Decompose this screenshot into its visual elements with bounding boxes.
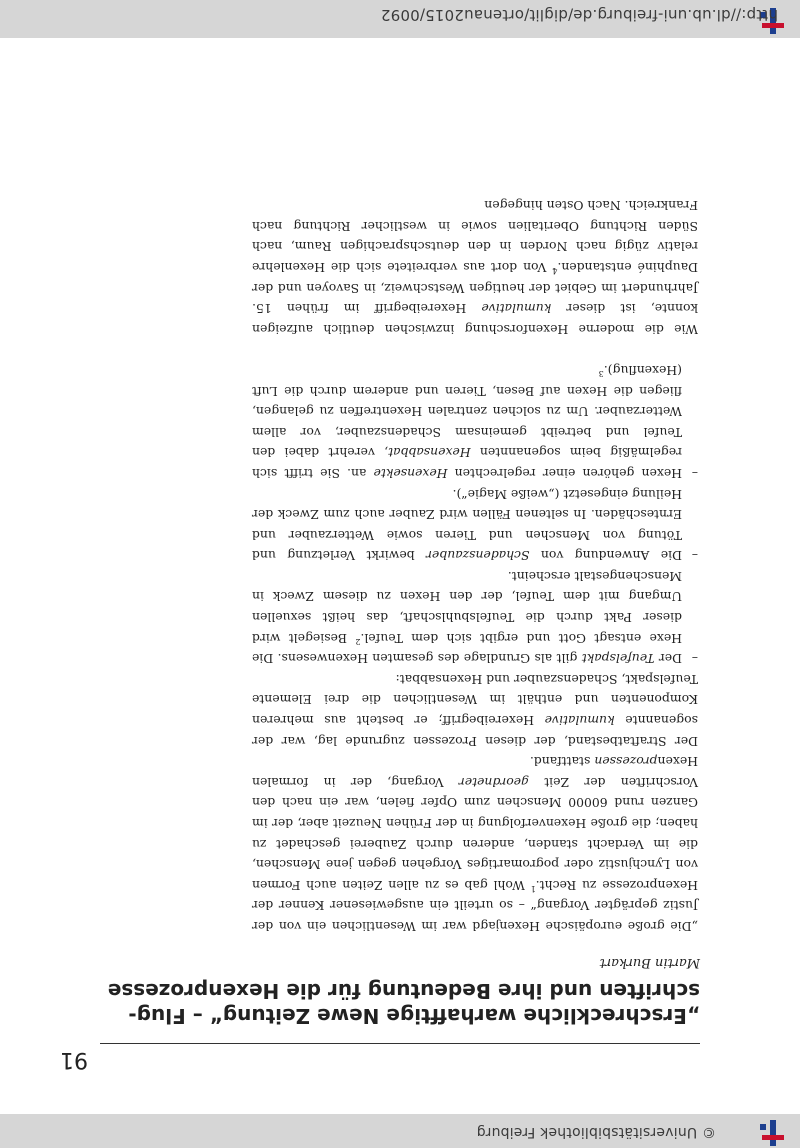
paragraph: Der Straftatbestand, der diesen Prozessen zugrunde lag, war der sogenannte kumulative Hexereibegriff; er besteht aus mehreren Komponenten und enthält im Wesentlichen die drei Elemente Teufelspakt, Schadenszauber und Hexensabbat: (252, 671, 698, 749)
footnote-ref: 3 (598, 369, 604, 379)
header-rule (100, 1043, 700, 1044)
article-author: Martin Burkart (599, 955, 700, 970)
university-logo (754, 1114, 784, 1148)
paragraph: „Die große europäische Hexenjagd war im Wesentlichen ein von der Justiz geprägter Vorgang“ – so urteilt ein ausgewiesener Kenner der Hexenprozesse zu Recht.$^1$ Wohl gab es zu allen Zeiten auch Formen von Lynchjustiz oder pogromartiges Vorgehen gegen jene Menschen, die im Verdacht standen, anderen durch Zauberei geschadet zu haben; die große Hexenverfolgung in der Frühen Neuzeit aber, der im Ganzen rund 60000 Menschen zum Opfer fielen, war ein nach den Vorschriften der Zeit geordneter Vorgang, der in formalen Hexenprozessen stattfand. (252, 754, 698, 934)
viewer-footer-bar (0, 0, 800, 38)
footnote-ref: 4 (552, 266, 558, 276)
article-body (252, 195, 698, 936)
paragraph: Wie die moderne Hexenforschung inzwischen deutlich aufzeigen konnte, ist dieser kumulative Hexereibegriff im frühen 15. Jahrhundert im Gebiet der heutigen Westschweiz, in Savoyen und der Dauphiné entstanden.$^4$ Von dort aus verbreitete sich die Hexenlehre relativ zügig nach Norden in den deutschsprachigen Raum, nach Süden Richtung Oberitalien sowie in westlicher Richtung nach Frankreich. Nach Osten hingegen (252, 198, 698, 337)
copyright-notice: © Universitätsbibliothek Freiburg (476, 1124, 716, 1140)
list-item: – Der Teufelspakt gilt als Grundlage des gesamten Hexenwesens. Die Hexe entsagt Gott und ergibt sich dem Teufel.$^2$ Besiegelt wird dieser Pakt durch die Teufelsbuhlschaft, das heißt sexuellen Umgang mit dem Teufel, der den Hexen zu diesem Zweck in Menschengestalt erscheint. (251, 568, 698, 667)
footnote-ref: 1 (530, 883, 536, 893)
article-title: „Erschreckliche warhafftige Newe Zeitung“ – Flug-schriften und ihre Bedeutung für die Hexenprozesse (107, 979, 700, 1028)
list-item: – Die Anwendung von Schadenszauber bewirkt Verletzung und Tötung von Menschen und Tieren sowie Wetterzauber und Ernteschäden. In seltenen Fällen wird Zauber auch zum Zweck der Heilung eingesetzt („weiße Magie“). (251, 486, 698, 564)
footnote-ref: 2 (355, 636, 361, 646)
list-item: – Hexen gehören einer regelrechten Hexensekte an. Sie trifft sich regelmäßig beim sogenannten Hexensabbat, verehrt dabei den Teufel und betreibt gemeinsam Schadenszauber, vor allem Wetterzauber. Um zu solchen zentralen Hexentreffen zu gelangen, fliegen die Hexen auf Besen, Tieren und anderem durch die Luft (Hexenflug).$^3$ (252, 362, 698, 481)
scanned-page (0, 38, 800, 1114)
page-number: 91 (60, 1047, 88, 1072)
permalink-url[interactable]: http://dl.ub.uni-freiburg.de/diglit/ortenau2015/0092 (380, 6, 778, 24)
viewer-header-bar (0, 1114, 800, 1148)
